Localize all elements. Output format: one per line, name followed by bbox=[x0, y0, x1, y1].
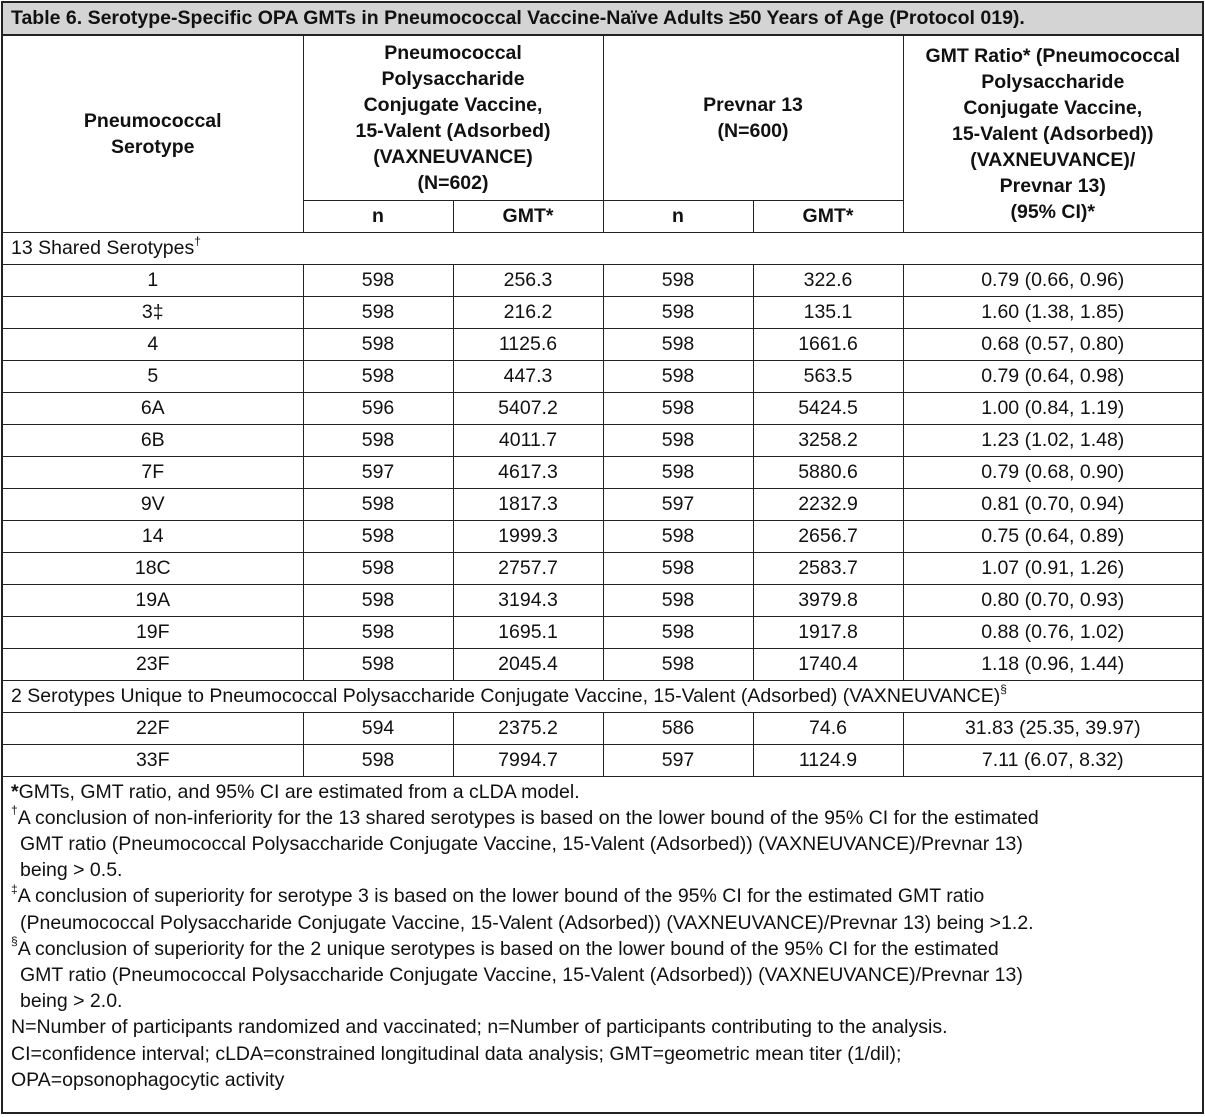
cell-serotype: 7F bbox=[3, 456, 303, 488]
cell-gmt-prev: 1740.4 bbox=[753, 648, 903, 680]
cell-gmt-ratio: 0.75 (0.64, 0.89) bbox=[903, 520, 1202, 552]
cell-n-vax: 598 bbox=[303, 744, 453, 776]
table-container bbox=[1, 1, 1204, 1114]
footnote-abbreviations: CI=confidence interval; cLDA=constrained longitudinal data analysis; GMT=geometric mean titer (1/dil); bbox=[11, 1042, 902, 1065]
cell-n-vax: 598 bbox=[303, 360, 453, 392]
table-row bbox=[3, 712, 1202, 744]
footnote-text: A conclusion of superiority for the 2 unique serotypes is based on the lower bound of the 95% CI for the estimated bbox=[17, 937, 999, 960]
cell-gmt-vax: 7994.7 bbox=[453, 744, 603, 776]
cell-n-vax: 596 bbox=[303, 392, 453, 424]
cell-gmt-ratio: 0.81 (0.70, 0.94) bbox=[903, 488, 1202, 520]
footnote-abbreviations: OPA=opsonophagocytic activity bbox=[11, 1068, 285, 1091]
data-table bbox=[3, 36, 1202, 777]
cell-n-prev: 598 bbox=[603, 424, 753, 456]
header-vaxneuvance bbox=[303, 36, 603, 200]
section-label: 2 Serotypes Unique to Pneumococcal Polysaccharide Conjugate Vaccine, 15-Valent (Adsorbed) (VAXNEUVANCE) bbox=[11, 685, 1001, 707]
cell-gmt-vax: 3194.3 bbox=[453, 584, 603, 616]
cell-n-vax: 598 bbox=[303, 648, 453, 680]
cell-n-prev: 598 bbox=[603, 520, 753, 552]
header-line: Conjugate Vaccine, bbox=[363, 93, 543, 116]
table-header bbox=[3, 36, 1202, 232]
cell-n-prev: 598 bbox=[603, 584, 753, 616]
cell-n-prev: 598 bbox=[603, 264, 753, 296]
cell-gmt-prev: 3979.8 bbox=[753, 584, 903, 616]
cell-gmt-prev: 322.6 bbox=[753, 264, 903, 296]
cell-gmt-prev: 135.1 bbox=[753, 296, 903, 328]
cell-n-prev: 598 bbox=[603, 616, 753, 648]
cell-serotype: 6A bbox=[3, 392, 303, 424]
cell-gmt-prev: 5424.5 bbox=[753, 392, 903, 424]
table-row bbox=[3, 488, 1202, 520]
header-line: 15-Valent (Adsorbed) bbox=[355, 119, 551, 142]
footnote-mark: † bbox=[11, 803, 18, 818]
cell-n-prev: 597 bbox=[603, 488, 753, 520]
cell-serotype: 4 bbox=[3, 328, 303, 360]
footnote-star bbox=[11, 779, 1194, 805]
section-unique-serotypes bbox=[3, 680, 1202, 712]
header-gmt-ratio bbox=[903, 36, 1202, 232]
cell-gmt-prev: 74.6 bbox=[753, 712, 903, 744]
header-line: GMT Ratio* (Pneumococcal bbox=[925, 44, 1181, 67]
header-line: Pneumococcal bbox=[384, 41, 522, 64]
footnote-mark: § bbox=[11, 934, 18, 949]
table-row bbox=[3, 552, 1202, 584]
footnote-mark: § bbox=[1000, 681, 1007, 696]
table-row bbox=[3, 744, 1202, 776]
footnote-text: GMTs, GMT ratio, and 95% CI are estimated from a cLDA model. bbox=[18, 780, 580, 803]
cell-gmt-prev: 1661.6 bbox=[753, 328, 903, 360]
cell-serotype: 5 bbox=[3, 360, 303, 392]
cell-n-vax: 598 bbox=[303, 328, 453, 360]
footnote-text: GMT ratio (Pneumococcal Polysaccharide Conjugate Vaccine, 15-Valent (Adsorbed)) (VAXNEUVANCE)/Prevnar 13) bbox=[20, 963, 1023, 986]
cell-gmt-vax: 2757.7 bbox=[453, 552, 603, 584]
cell-serotype: 14 bbox=[3, 520, 303, 552]
cell-n-vax: 598 bbox=[303, 616, 453, 648]
header-line: Polysaccharide bbox=[981, 70, 1125, 93]
cell-serotype: 18C bbox=[3, 552, 303, 584]
header-n-prev: n bbox=[603, 200, 753, 232]
cell-gmt-ratio: 7.11 (6.07, 8.32) bbox=[903, 744, 1202, 776]
header-line: (N=602) bbox=[417, 171, 489, 194]
cell-gmt-vax: 2045.4 bbox=[453, 648, 603, 680]
header-line: Prevnar 13 bbox=[703, 93, 803, 116]
header-line: (VAXNEUVANCE) bbox=[373, 145, 533, 168]
table-row bbox=[3, 456, 1202, 488]
table-row bbox=[3, 616, 1202, 648]
cell-gmt-vax: 1999.3 bbox=[453, 520, 603, 552]
header-line: (VAXNEUVANCE)/ bbox=[970, 148, 1136, 171]
cell-gmt-ratio: 31.83 (25.35, 39.97) bbox=[903, 712, 1202, 744]
cell-gmt-ratio: 0.68 (0.57, 0.80) bbox=[903, 328, 1202, 360]
cell-n-vax: 598 bbox=[303, 584, 453, 616]
table-row bbox=[3, 584, 1202, 616]
table-row bbox=[3, 264, 1202, 296]
table-row bbox=[3, 360, 1202, 392]
header-line: Prevnar 13) bbox=[999, 174, 1106, 197]
cell-serotype: 6B bbox=[3, 424, 303, 456]
cell-n-prev: 598 bbox=[603, 456, 753, 488]
cell-gmt-prev: 1917.8 bbox=[753, 616, 903, 648]
cell-n-vax: 598 bbox=[303, 296, 453, 328]
cell-gmt-prev: 563.5 bbox=[753, 360, 903, 392]
footnote-dagger bbox=[11, 805, 1194, 831]
cell-n-vax: 598 bbox=[303, 488, 453, 520]
cell-n-vax: 598 bbox=[303, 552, 453, 584]
header-line: Conjugate Vaccine, bbox=[963, 96, 1143, 119]
header-gmt-prev: GMT* bbox=[753, 200, 903, 232]
cell-n-prev: 597 bbox=[603, 744, 753, 776]
cell-gmt-vax: 5407.2 bbox=[453, 392, 603, 424]
cell-serotype: 19A bbox=[3, 584, 303, 616]
cell-n-vax: 598 bbox=[303, 424, 453, 456]
header-n-vax: n bbox=[303, 200, 453, 232]
header-line: (N=600) bbox=[717, 119, 789, 142]
table-row bbox=[3, 296, 1202, 328]
cell-gmt-ratio: 0.79 (0.64, 0.98) bbox=[903, 360, 1202, 392]
cell-n-vax: 598 bbox=[303, 520, 453, 552]
footnote-text: GMT ratio (Pneumococcal Polysaccharide Conjugate Vaccine, 15-Valent (Adsorbed)) (VAXNEUVANCE)/Prevnar 13) bbox=[20, 832, 1023, 855]
footnotes bbox=[3, 777, 1202, 1097]
footnote-mark: † bbox=[194, 233, 201, 248]
cell-n-prev: 598 bbox=[603, 328, 753, 360]
header-line: (95% CI)* bbox=[1010, 200, 1096, 223]
cell-gmt-vax: 1125.6 bbox=[453, 328, 603, 360]
cell-gmt-vax: 256.3 bbox=[453, 264, 603, 296]
cell-n-prev: 598 bbox=[603, 392, 753, 424]
cell-gmt-ratio: 0.79 (0.68, 0.90) bbox=[903, 456, 1202, 488]
cell-n-vax: 598 bbox=[303, 264, 453, 296]
cell-serotype: 19F bbox=[3, 616, 303, 648]
footnote-mark: ‡ bbox=[11, 881, 18, 896]
header-serotype bbox=[3, 36, 303, 232]
footnote-mark: * bbox=[11, 780, 19, 803]
cell-serotype: 23F bbox=[3, 648, 303, 680]
header-line: Polysaccharide bbox=[381, 67, 525, 90]
cell-serotype: 33F bbox=[3, 744, 303, 776]
cell-gmt-ratio: 1.60 (1.38, 1.85) bbox=[903, 296, 1202, 328]
cell-serotype: 3‡ bbox=[3, 296, 303, 328]
cell-gmt-vax: 4617.3 bbox=[453, 456, 603, 488]
footnote-section bbox=[11, 936, 1194, 962]
table-body bbox=[3, 232, 1202, 776]
cell-gmt-prev: 2656.7 bbox=[753, 520, 903, 552]
table-caption: Table 6. Serotype-Specific OPA GMTs in Pneumococcal Vaccine-Naïve Adults ≥50 Years of Age (Protocol 019). bbox=[3, 3, 1202, 36]
table-row bbox=[3, 520, 1202, 552]
cell-serotype: 1 bbox=[3, 264, 303, 296]
cell-serotype: 9V bbox=[3, 488, 303, 520]
cell-gmt-prev: 5880.6 bbox=[753, 456, 903, 488]
header-serotype-line: Pneumococcal bbox=[83, 109, 222, 132]
cell-gmt-prev: 1124.9 bbox=[753, 744, 903, 776]
cell-gmt-ratio: 1.07 (0.91, 1.26) bbox=[903, 552, 1202, 584]
cell-n-prev: 598 bbox=[603, 552, 753, 584]
header-serotype-line: Serotype bbox=[111, 135, 195, 158]
footnote-text: being > 0.5. bbox=[20, 859, 123, 882]
footnote-abbreviations: N=Number of participants randomized and vaccinated; n=Number of participants contributing to the analysis. bbox=[11, 1016, 948, 1039]
header-gmt-vax: GMT* bbox=[453, 200, 603, 232]
footnote-text: being > 2.0. bbox=[20, 990, 123, 1013]
table-row bbox=[3, 424, 1202, 456]
cell-gmt-prev: 3258.2 bbox=[753, 424, 903, 456]
cell-gmt-ratio: 0.88 (0.76, 1.02) bbox=[903, 616, 1202, 648]
cell-gmt-ratio: 1.23 (1.02, 1.48) bbox=[903, 424, 1202, 456]
cell-n-prev: 598 bbox=[603, 360, 753, 392]
cell-gmt-vax: 4011.7 bbox=[453, 424, 603, 456]
cell-n-prev: 598 bbox=[603, 296, 753, 328]
cell-gmt-vax: 1817.3 bbox=[453, 488, 603, 520]
cell-gmt-ratio: 0.79 (0.66, 0.96) bbox=[903, 264, 1202, 296]
footnote-text: A conclusion of non-inferiority for the 13 shared serotypes is based on the lower bound of the 95% CI for the estimated bbox=[17, 806, 1039, 829]
cell-gmt-ratio: 1.00 (0.84, 1.19) bbox=[903, 392, 1202, 424]
cell-gmt-ratio: 1.18 (0.96, 1.44) bbox=[903, 648, 1202, 680]
footnote-double-dagger bbox=[11, 883, 1194, 909]
table-row bbox=[3, 648, 1202, 680]
header-line: 15-Valent (Adsorbed)) bbox=[951, 122, 1154, 145]
cell-n-prev: 598 bbox=[603, 648, 753, 680]
section-label: 13 Shared Serotypes bbox=[11, 237, 195, 259]
cell-gmt-vax: 1695.1 bbox=[453, 616, 603, 648]
cell-gmt-prev: 2583.7 bbox=[753, 552, 903, 584]
cell-n-vax: 594 bbox=[303, 712, 453, 744]
cell-gmt-ratio: 0.80 (0.70, 0.93) bbox=[903, 584, 1202, 616]
cell-gmt-prev: 2232.9 bbox=[753, 488, 903, 520]
section-shared-serotypes bbox=[3, 232, 1202, 264]
cell-n-vax: 597 bbox=[303, 456, 453, 488]
cell-gmt-vax: 447.3 bbox=[453, 360, 603, 392]
table-row bbox=[3, 392, 1202, 424]
cell-n-prev: 586 bbox=[603, 712, 753, 744]
footnote-text: (Pneumococcal Polysaccharide Conjugate Vaccine, 15-Valent (Adsorbed)) (VAXNEUVANCE)/Prevnar 13) being >1.2. bbox=[20, 911, 1034, 934]
cell-serotype: 22F bbox=[3, 712, 303, 744]
cell-gmt-vax: 2375.2 bbox=[453, 712, 603, 744]
table-row bbox=[3, 328, 1202, 360]
cell-gmt-vax: 216.2 bbox=[453, 296, 603, 328]
header-prevnar bbox=[603, 36, 903, 200]
footnote-text: A conclusion of superiority for serotype 3 is based on the lower bound of the 95% CI for the estimated GMT ratio bbox=[17, 885, 985, 908]
